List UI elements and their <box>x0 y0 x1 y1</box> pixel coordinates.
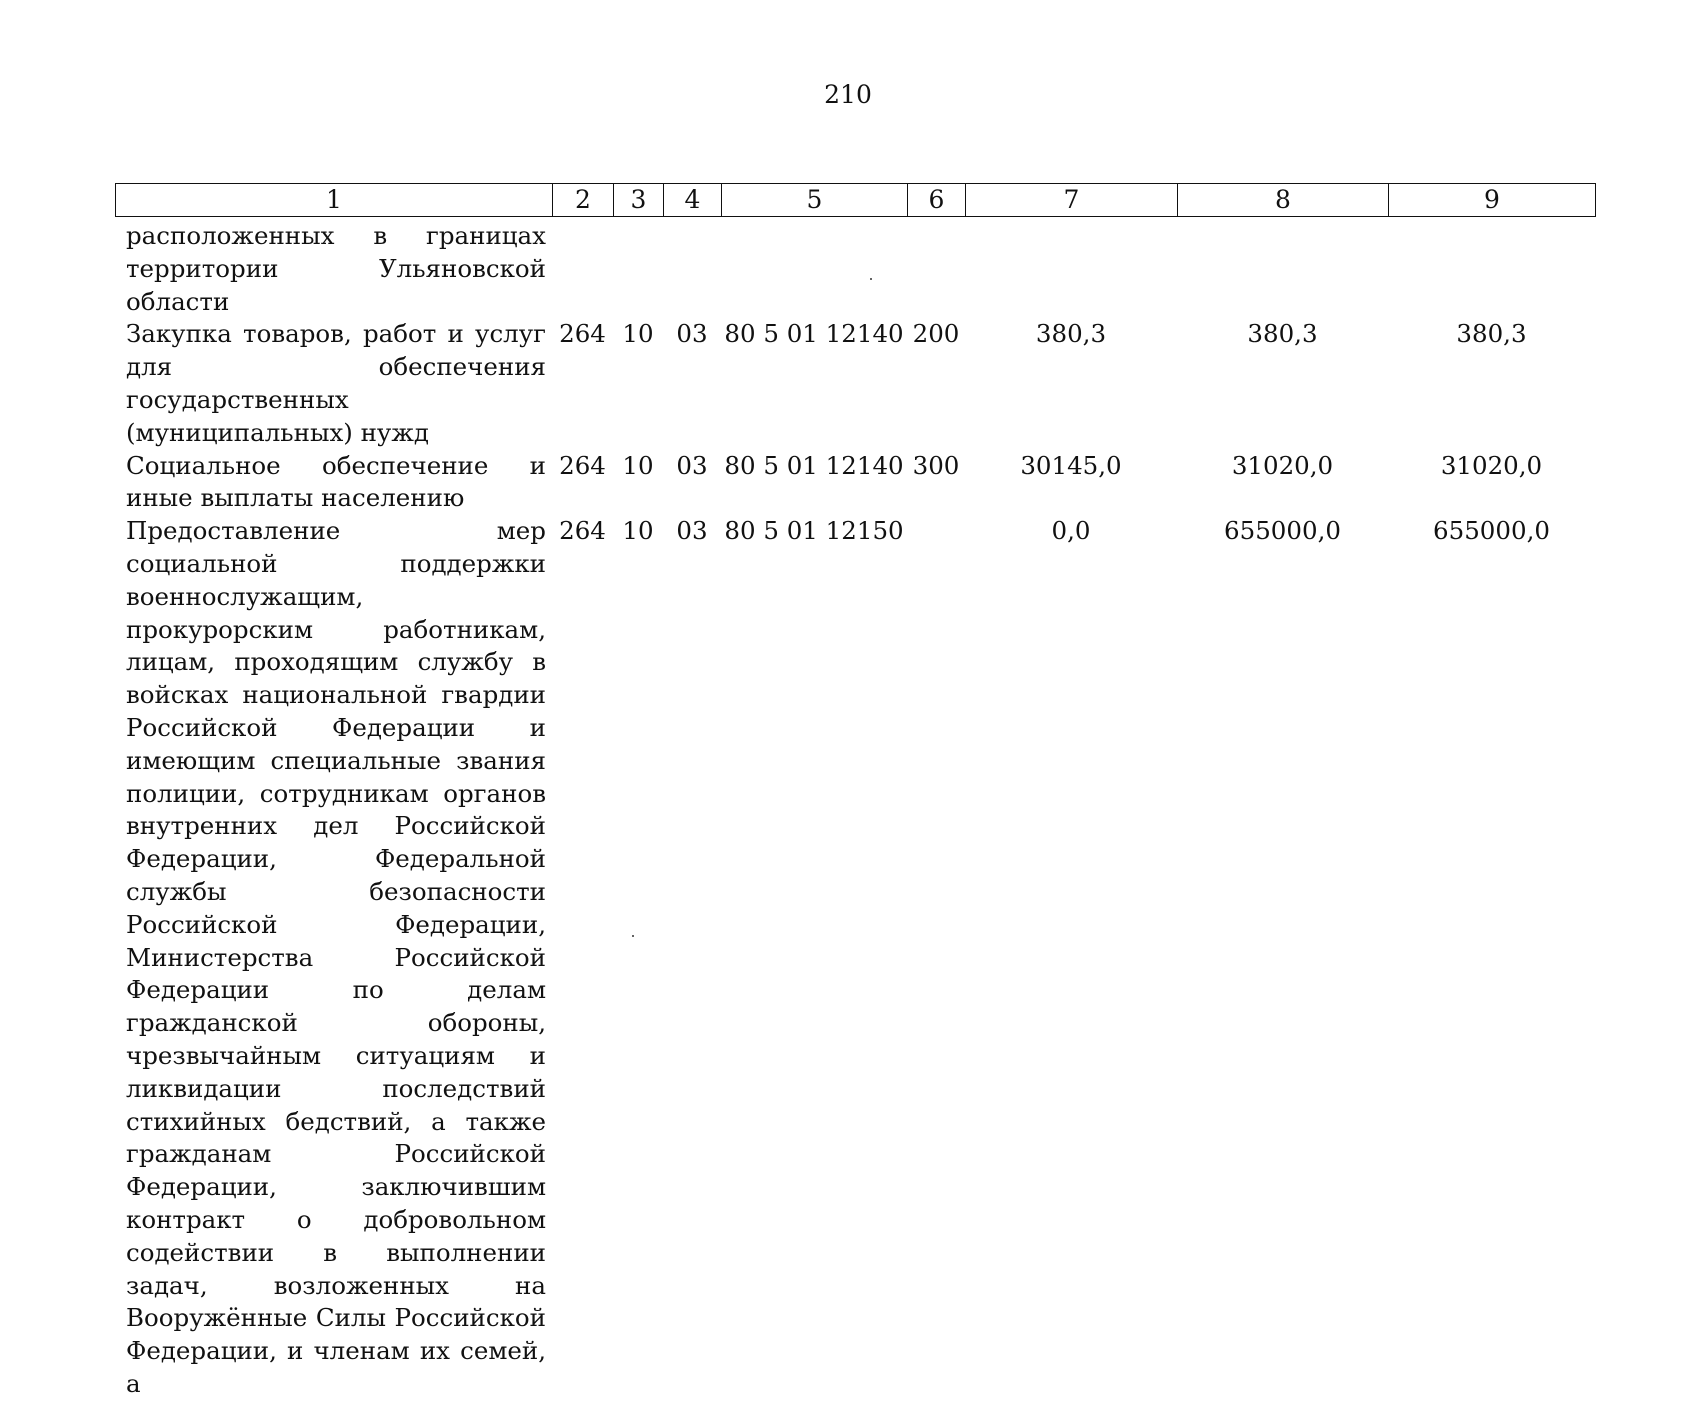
column-header-6: 6 <box>908 184 966 217</box>
cell-col-5 <box>721 220 907 318</box>
column-header-2: 2 <box>553 184 614 217</box>
cell-col-5: 80 5 01 12140 <box>724 450 904 480</box>
cell-col-7: 0,0 <box>1051 516 1091 546</box>
column-header-3: 3 <box>614 184 664 217</box>
cell-col-4: 03 <box>676 319 708 349</box>
cell-col-4: 03 <box>676 450 708 480</box>
cell-col-6: 300 <box>912 450 960 480</box>
cell-col-3: 10 <box>622 450 654 480</box>
scan-speck <box>632 935 634 937</box>
scan-speck <box>870 278 872 280</box>
cell-col-7 <box>965 220 1177 318</box>
cell-col-2: 264 <box>559 319 606 349</box>
column-header-5: 5 <box>722 184 908 217</box>
row-name: расположенных в границах территории Ульяновской области <box>126 221 546 316</box>
cell-col-6: 200 <box>912 319 960 349</box>
page-number: 210 <box>824 80 872 109</box>
cell-col-8 <box>1177 220 1388 318</box>
column-header-8: 8 <box>1178 184 1389 217</box>
row-name: Предоставление мер социальной поддержки военнослужащим, прокурорским работникам, лицам, проходящим службу в войсках национальной гвардии Российской Федерации и имеющим специальные звания полиции, сотрудникам органов внутренних дел Российской Федерации, Федеральной службы безопасности Российской Федерации, Министерства Российской Федерации по делам гражданской обороны, чрезвычайным ситуациям и ликвидации последствий стихийных бедствий, а также гражданам Российской Федерации, заключившим контракт о добровольном содействии в выполнении задач, возложенных на Вооружённые Силы Российской Федерации, и членам их семей, а <box>126 516 546 1398</box>
cell-col-9 <box>1388 220 1595 318</box>
cell-col-8: 380,3 <box>1247 319 1318 349</box>
table-row <box>115 515 1595 1401</box>
cell-col-3 <box>613 220 663 318</box>
cell-col-3: 10 <box>622 319 654 349</box>
cell-col-2: 264 <box>559 450 606 480</box>
cell-col-9: 655000,0 <box>1433 516 1550 546</box>
table-body <box>115 220 1595 1401</box>
column-header-4: 4 <box>664 184 722 217</box>
cell-col-9: 31020,0 <box>1440 450 1543 480</box>
cell-col-6 <box>907 515 965 1401</box>
table-header <box>115 183 1596 217</box>
cell-col-7: 380,3 <box>1035 319 1107 349</box>
cell-col-5: 80 5 01 12150 <box>724 516 904 546</box>
cell-col-4 <box>663 220 721 318</box>
cell-col-2: 264 <box>559 516 606 546</box>
table-row <box>115 220 1595 318</box>
cell-col-9: 380,3 <box>1456 319 1527 349</box>
column-header-1: 1 <box>116 184 553 217</box>
row-name: Социальное обеспечение и иные выплаты населению <box>126 450 546 513</box>
cell-col-7: 30145,0 <box>1020 450 1122 480</box>
row-name: Закупка товаров, работ и услуг для обеспечения государственных (муниципальных) нужд <box>126 319 546 447</box>
column-header-7: 7 <box>966 184 1178 217</box>
cell-col-8: 31020,0 <box>1231 450 1334 480</box>
cell-col-8: 655000,0 <box>1224 516 1341 546</box>
column-header-9: 9 <box>1389 184 1596 217</box>
cell-col-6 <box>907 220 965 318</box>
table-row <box>115 450 1595 516</box>
table-row <box>115 318 1595 449</box>
cell-col-4: 03 <box>676 516 708 546</box>
cell-col-3: 10 <box>622 516 654 546</box>
cell-col-5: 80 5 01 12140 <box>724 319 904 349</box>
cell-col-2 <box>552 220 613 318</box>
